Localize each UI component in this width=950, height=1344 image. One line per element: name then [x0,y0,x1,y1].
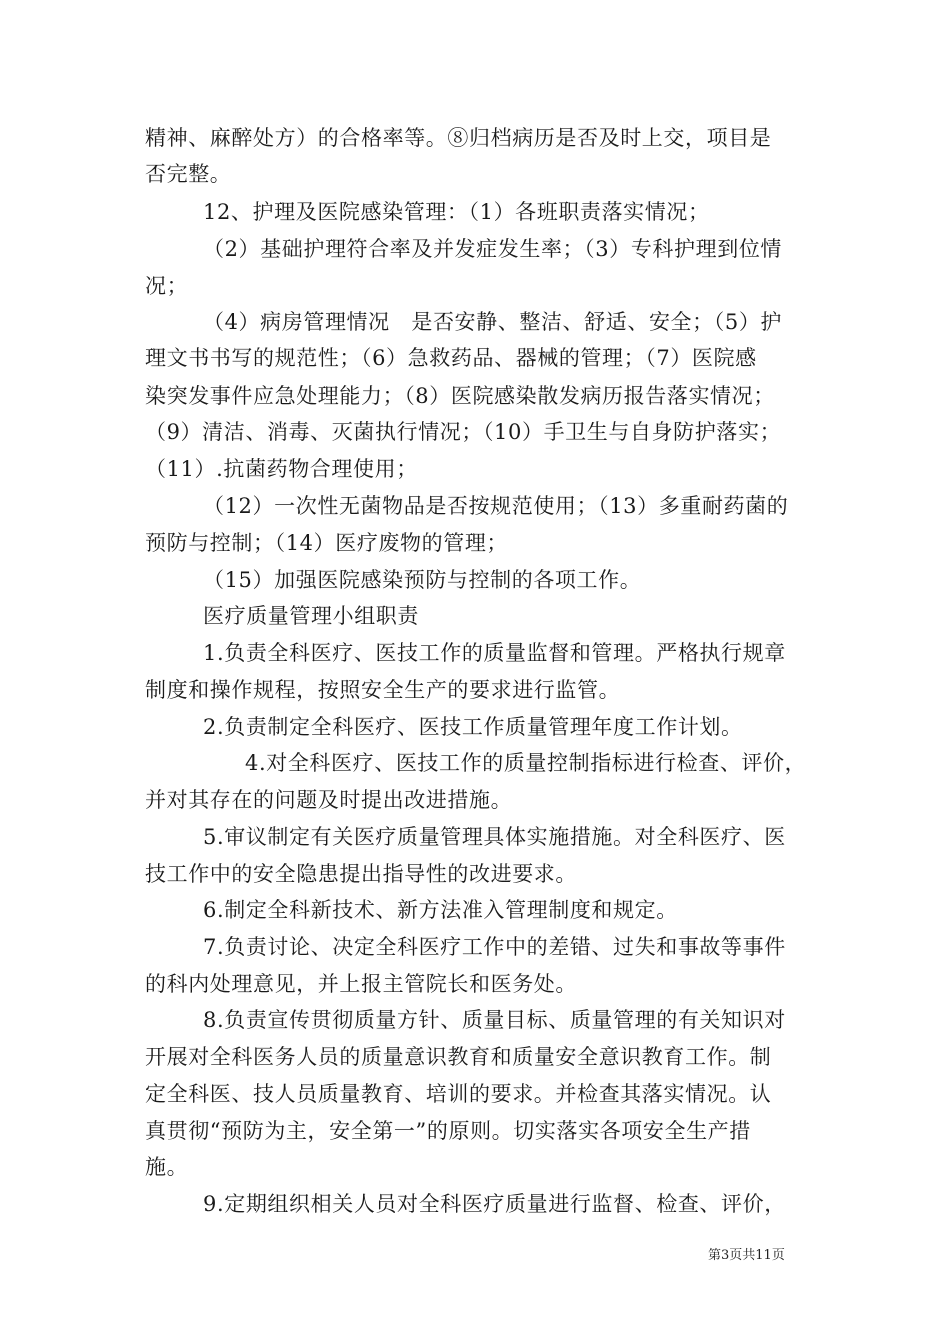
text-line: 7.负责讨论、决定全科医疗工作中的差错、过失和事故等事件 [203,935,786,959]
text-line: 否完整。 [145,162,232,186]
page-number-footer: 第3页共11页 [708,1248,785,1263]
text-line: 预防与控制；（14）医疗废物的管理； [145,531,509,555]
text-line: （15）加强医院感染预防与控制的各项工作。 [203,568,642,592]
text-line: （2）基础护理符合率及并发症发生率；（3）专科护理到位情 [203,237,783,261]
text-line: 定全科医、技人员质量教育、培训的要求。并检查其落实情况。认 [145,1082,772,1106]
text-line: 精神、麻醉处方）的合格率等。⑧归档病历是否及时上交，项目是 [145,126,772,150]
text-line: 开展对全科医务人员的质量意识教育和质量安全意识教育工作。制 [145,1045,772,1069]
text-line: 并对其存在的问题及时提出改进措施。 [145,788,513,812]
text-line: 的科内处理意见，并上报主管院长和医务处。 [145,972,577,996]
text-line: （11）.抗菌药物合理使用； [145,457,418,481]
text-line: 技工作中的安全隐患提出指导性的改进要求。 [145,862,577,886]
text-line: 染突发事件应急处理能力；（8）医院感染散发病历报告落实情况； [145,384,775,408]
text-line: 制度和操作规程，按照安全生产的要求进行监管。 [145,678,621,702]
text-line: （9）清洁、消毒、灭菌执行情况；（10）手卫生与自身防护落实； [145,420,782,444]
text-line: 8.负责宣传贯彻质量方针、质量目标、质量管理的有关知识对 [203,1008,786,1032]
text-line: 施。 [145,1155,189,1179]
text-line: 1.负责全科医疗、医技工作的质量监督和管理。严格执行规章 [203,641,786,665]
text-line: 6.制定全科新技术、新方法准入管理制度和规定。 [203,898,678,922]
text-line: （12）一次性无菌物品是否按规范使用；（13）多重耐药菌的 [203,494,789,518]
text-line: 4.对全科医疗、医技工作的质量控制指标进行检查、评价， [245,751,807,775]
text-line: 况； [145,274,189,298]
text-line: 真贯彻“预防为主，安全第一”的原则。切实落实各项安全生产措 [145,1119,751,1143]
text-line: 12、护理及医院感染管理：（1）各班职责落实情况； [203,200,710,224]
text-line: （4）病房管理情况 是否安静、整洁、舒适、安全；（5）护 [203,310,783,334]
text-line: 5.审议制定有关医疗质量管理具体实施措施。对全科医疗、医 [203,825,786,849]
text-line: 理文书书写的规范性；（6）急救药品、器械的管理；（7）医院感 [145,346,757,370]
text-line: 2.负责制定全科医疗、医技工作质量管理年度工作计划。 [203,715,743,739]
text-line: 9.定期组织相关人员对全科医疗质量进行监督、检查、评价， [203,1192,786,1216]
section-heading: 医疗质量管理小组职责 [203,604,419,628]
